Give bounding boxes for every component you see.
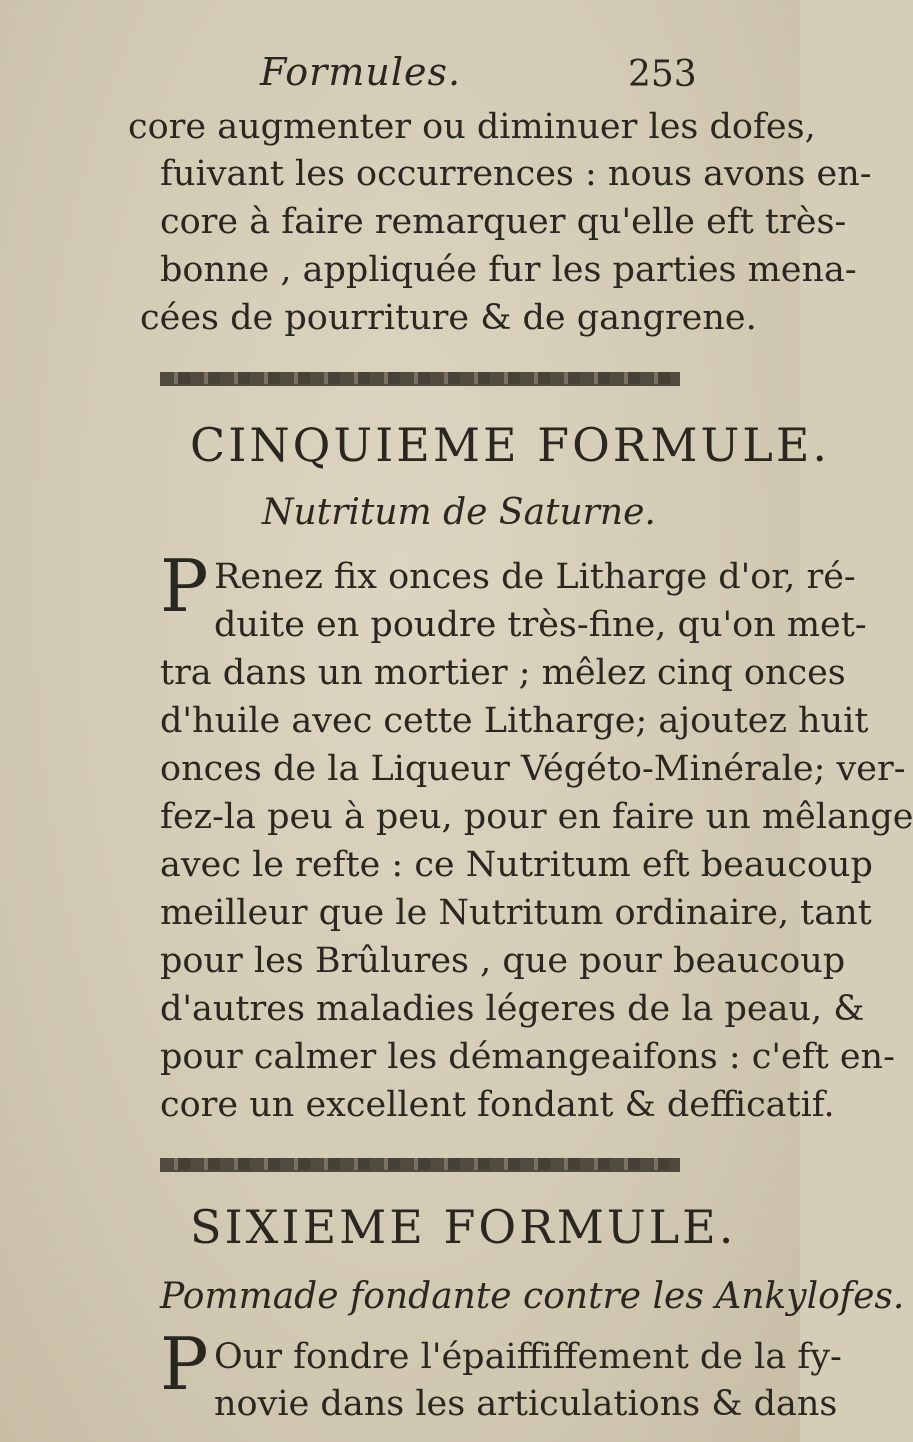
text-line: d'autres maladies légeres de la peau, & (160, 989, 865, 1029)
page-number: 253 (628, 54, 697, 95)
section-title: SIXIEME FORMULE. (190, 1200, 737, 1254)
text-line: d'huile avec cette Litharge; ajoutez huit (160, 701, 869, 741)
text-line: meilleur que le Nutritum ordinaire, tant (160, 893, 872, 933)
text-line: pour calmer les démangeaifons : c'eft en- (160, 1037, 895, 1077)
section-title: CINQUIEME FORMULE. (190, 418, 831, 472)
text-line: Our fondre l'épaiffiffement de la fy- (214, 1337, 842, 1377)
text-line: bonne , appliquée fur les parties mena- (160, 250, 857, 290)
text-line: avec le refte : ce Nutritum eft beaucoup (160, 845, 873, 885)
section-subtitle: Pommade fondante contre les Ankylofes. (160, 1276, 905, 1317)
page-header (0, 50, 800, 100)
text-line: tra dans un mortier ; mêlez cinq onces (160, 653, 846, 693)
text-line: novie dans les articulations & dans (214, 1384, 838, 1424)
text-line: onces de la Liqueur Végéto-Minérale; ver- (160, 749, 906, 789)
text-line: fez-la peu à peu, pour en faire un mêlange (160, 797, 913, 837)
text-line: core un excellent fondant & defficatif. (160, 1085, 835, 1125)
text-line: duite en poudre très-fine, qu'on met- (214, 605, 867, 645)
drop-cap: P (160, 544, 209, 628)
section-subtitle: Nutritum de Saturne. (262, 492, 656, 533)
ornamental-rule (160, 372, 680, 386)
text-line: core à faire remarquer qu'elle eft très- (160, 202, 847, 242)
text-line: cées de pourriture & de gangrene. (140, 298, 757, 338)
text-line: fuivant les occurrences : nous avons en- (160, 154, 872, 194)
ornamental-rule (160, 1158, 680, 1172)
text-line: Renez fix onces de Litharge d'or, ré- (214, 557, 856, 597)
text-line: pour les Brûlures , que pour beaucoup (160, 941, 846, 981)
running-title: Formules. (260, 50, 462, 94)
text-line: core augmenter ou diminuer les dofes, (128, 107, 816, 147)
drop-cap: P (160, 1322, 209, 1406)
